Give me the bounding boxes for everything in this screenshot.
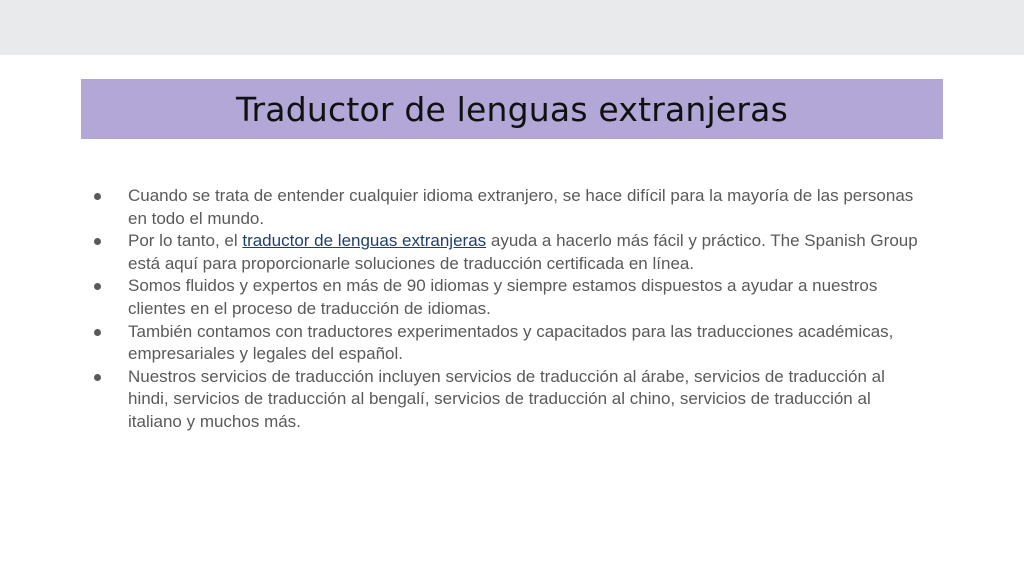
bullet-text-after-link: ayuda a hacerlo más fácil y práctico. The Spanish Group está aquí para proporcionarle soluciones de traducción certificada en línea. — [128, 231, 918, 273]
bullet-dot-icon — [94, 283, 101, 290]
viewer-top-strip — [0, 0, 1024, 55]
slide-title: Traductor de lenguas extranjeras — [236, 89, 788, 129]
bullet-item — [92, 366, 922, 434]
slide — [0, 55, 1024, 576]
bullet-text: Cuando se trata de entender cualquier idioma extranjero, se hace difícil para la mayoría de las personas en todo el mundo. — [128, 186, 914, 228]
title-banner — [81, 79, 943, 139]
bullet-item — [92, 230, 922, 275]
bullet-text: Somos fluidos y expertos en más de 90 idiomas y siempre estamos dispuestos a ayudar a nuestros clientes en el proceso de traducción de idiomas. — [128, 276, 878, 318]
bullet-dot-icon — [94, 374, 101, 381]
bullet-text-before-link: Por lo tanto, el — [128, 231, 243, 251]
bullet-text: Nuestros servicios de traducción incluyen servicios de traducción al árabe, servicios de traducción al hindi, servicios de traducción al bengalí, servicios de traducción al chino, servicios de traducción al italiano y muchos más. — [128, 366, 885, 431]
bullet-item — [92, 321, 922, 366]
bullet-item — [92, 275, 922, 320]
translator-link[interactable]: traductor de lenguas extranjeras — [242, 231, 487, 251]
bullet-text: También contamos con traductores experimentados y capacitados para las traducciones académicas, empresariales y legales del español. — [128, 321, 894, 364]
bullet-dot-icon — [94, 329, 101, 336]
bullet-list — [92, 185, 922, 434]
bullet-dot-icon — [94, 238, 101, 245]
bullet-dot-icon — [94, 193, 101, 200]
bullet-item — [92, 185, 922, 230]
